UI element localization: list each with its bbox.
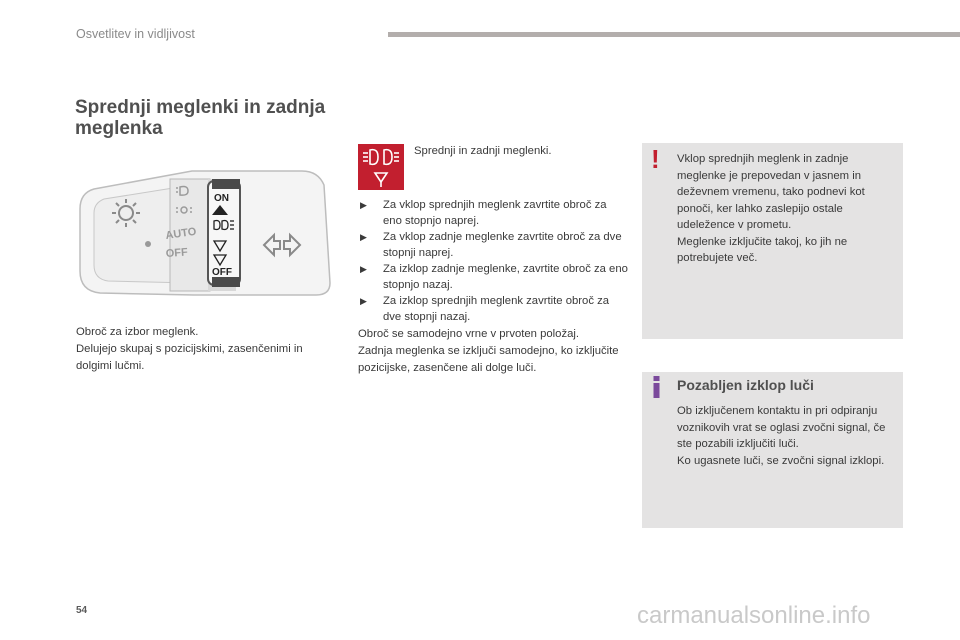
warning-paragraph: Vklop sprednjih meglenk in zadnje meglenke je prepovedan v jasnem in deževnem vremenu, tako podnevi kot ponoči, ker lahko zaslepijo ostale udeležence v prometu.	[677, 153, 865, 231]
fog-lights-icon-tile	[358, 144, 404, 190]
watermark: carmanualsonline.info	[637, 602, 871, 629]
icon-caption: Sprednji in zadnji meglenki.	[414, 145, 552, 157]
info-paragraph: Ko ugasnete luči, se zvočni signal izklopi.	[677, 454, 885, 467]
stalk-dot	[145, 241, 151, 247]
stalk-label-auto: AUTO	[164, 225, 198, 242]
info-text	[677, 403, 899, 469]
warning-text	[677, 151, 892, 267]
ring-label-on: ON	[214, 193, 229, 204]
list-item-text: Za vklop zadnje meglenke zavrtite obroč za dve stopnji naprej.	[383, 231, 622, 259]
ring-description-line: Obroč za izbor meglenk.	[76, 326, 199, 338]
info-icon	[652, 376, 661, 398]
notes	[358, 326, 628, 377]
section-header: Osvetlitev in vidljivost	[76, 27, 195, 41]
page-number: 54	[76, 605, 88, 616]
list-item-text: Za vklop sprednjih meglenk zavrtite obroč za eno stopnjo naprej.	[383, 199, 607, 227]
ring-description-line: Delujejo skupaj s pozicijskimi, zasenčenimi in dolgimi lučmi.	[76, 343, 303, 372]
list-item: ▶ Za izklop zadnje meglenke, zavrtite obroč za eno stopnjo nazaj.	[360, 263, 628, 291]
rear-fog-arrow-icon	[375, 173, 387, 182]
page-title: Sprednji meglenki in zadnja meglenka	[75, 97, 326, 139]
front-fog-icon	[363, 150, 399, 165]
list-item: ▶ Za vklop zadnje meglenke zavrtite obroč za dve stopnji naprej.	[360, 231, 622, 259]
ring-label-off: OFF	[212, 267, 232, 278]
list-item: ▶ Za izklop sprednjih meglenk zavrtite obroč za dve stopnji nazaj.	[360, 295, 610, 323]
instruction-list	[358, 197, 628, 325]
lighting-stalk-illustration	[74, 165, 338, 300]
ring-description	[76, 324, 338, 375]
note-line: Zadnja meglenka se izključi samodejno, ko izključite pozicijske, zasenčene ali dolge luči.	[358, 345, 619, 374]
list-item-text: Za izklop zadnje meglenke, zavrtite obroč za eno stopnjo nazaj.	[383, 263, 628, 291]
header-rule	[388, 32, 960, 37]
list-item: ▶ Za vklop sprednjih meglenk zavrtite obroč za eno stopnjo naprej.	[360, 199, 607, 227]
exclamation-icon: !	[651, 144, 660, 174]
note-line: Obroč se samodejno vrne v prvoten položaj.	[358, 328, 580, 340]
list-item-text: Za izklop sprednjih meglenk zavrtite obroč za dve stopnji nazaj.	[383, 295, 610, 323]
warning-paragraph: Meglenke izključite takoj, ko jih ne potrebujete več.	[677, 235, 848, 264]
stalk-label-off: OFF	[165, 246, 189, 260]
info-title: Pozabljen izklop luči	[677, 377, 814, 393]
info-paragraph: Ob izključenem kontaktu in pri odpiranju voznikovih vrat se oglasi zvočni signal, če ste pozabili izključiti luči.	[677, 405, 886, 450]
fog-light-ring[interactable]	[208, 179, 240, 287]
